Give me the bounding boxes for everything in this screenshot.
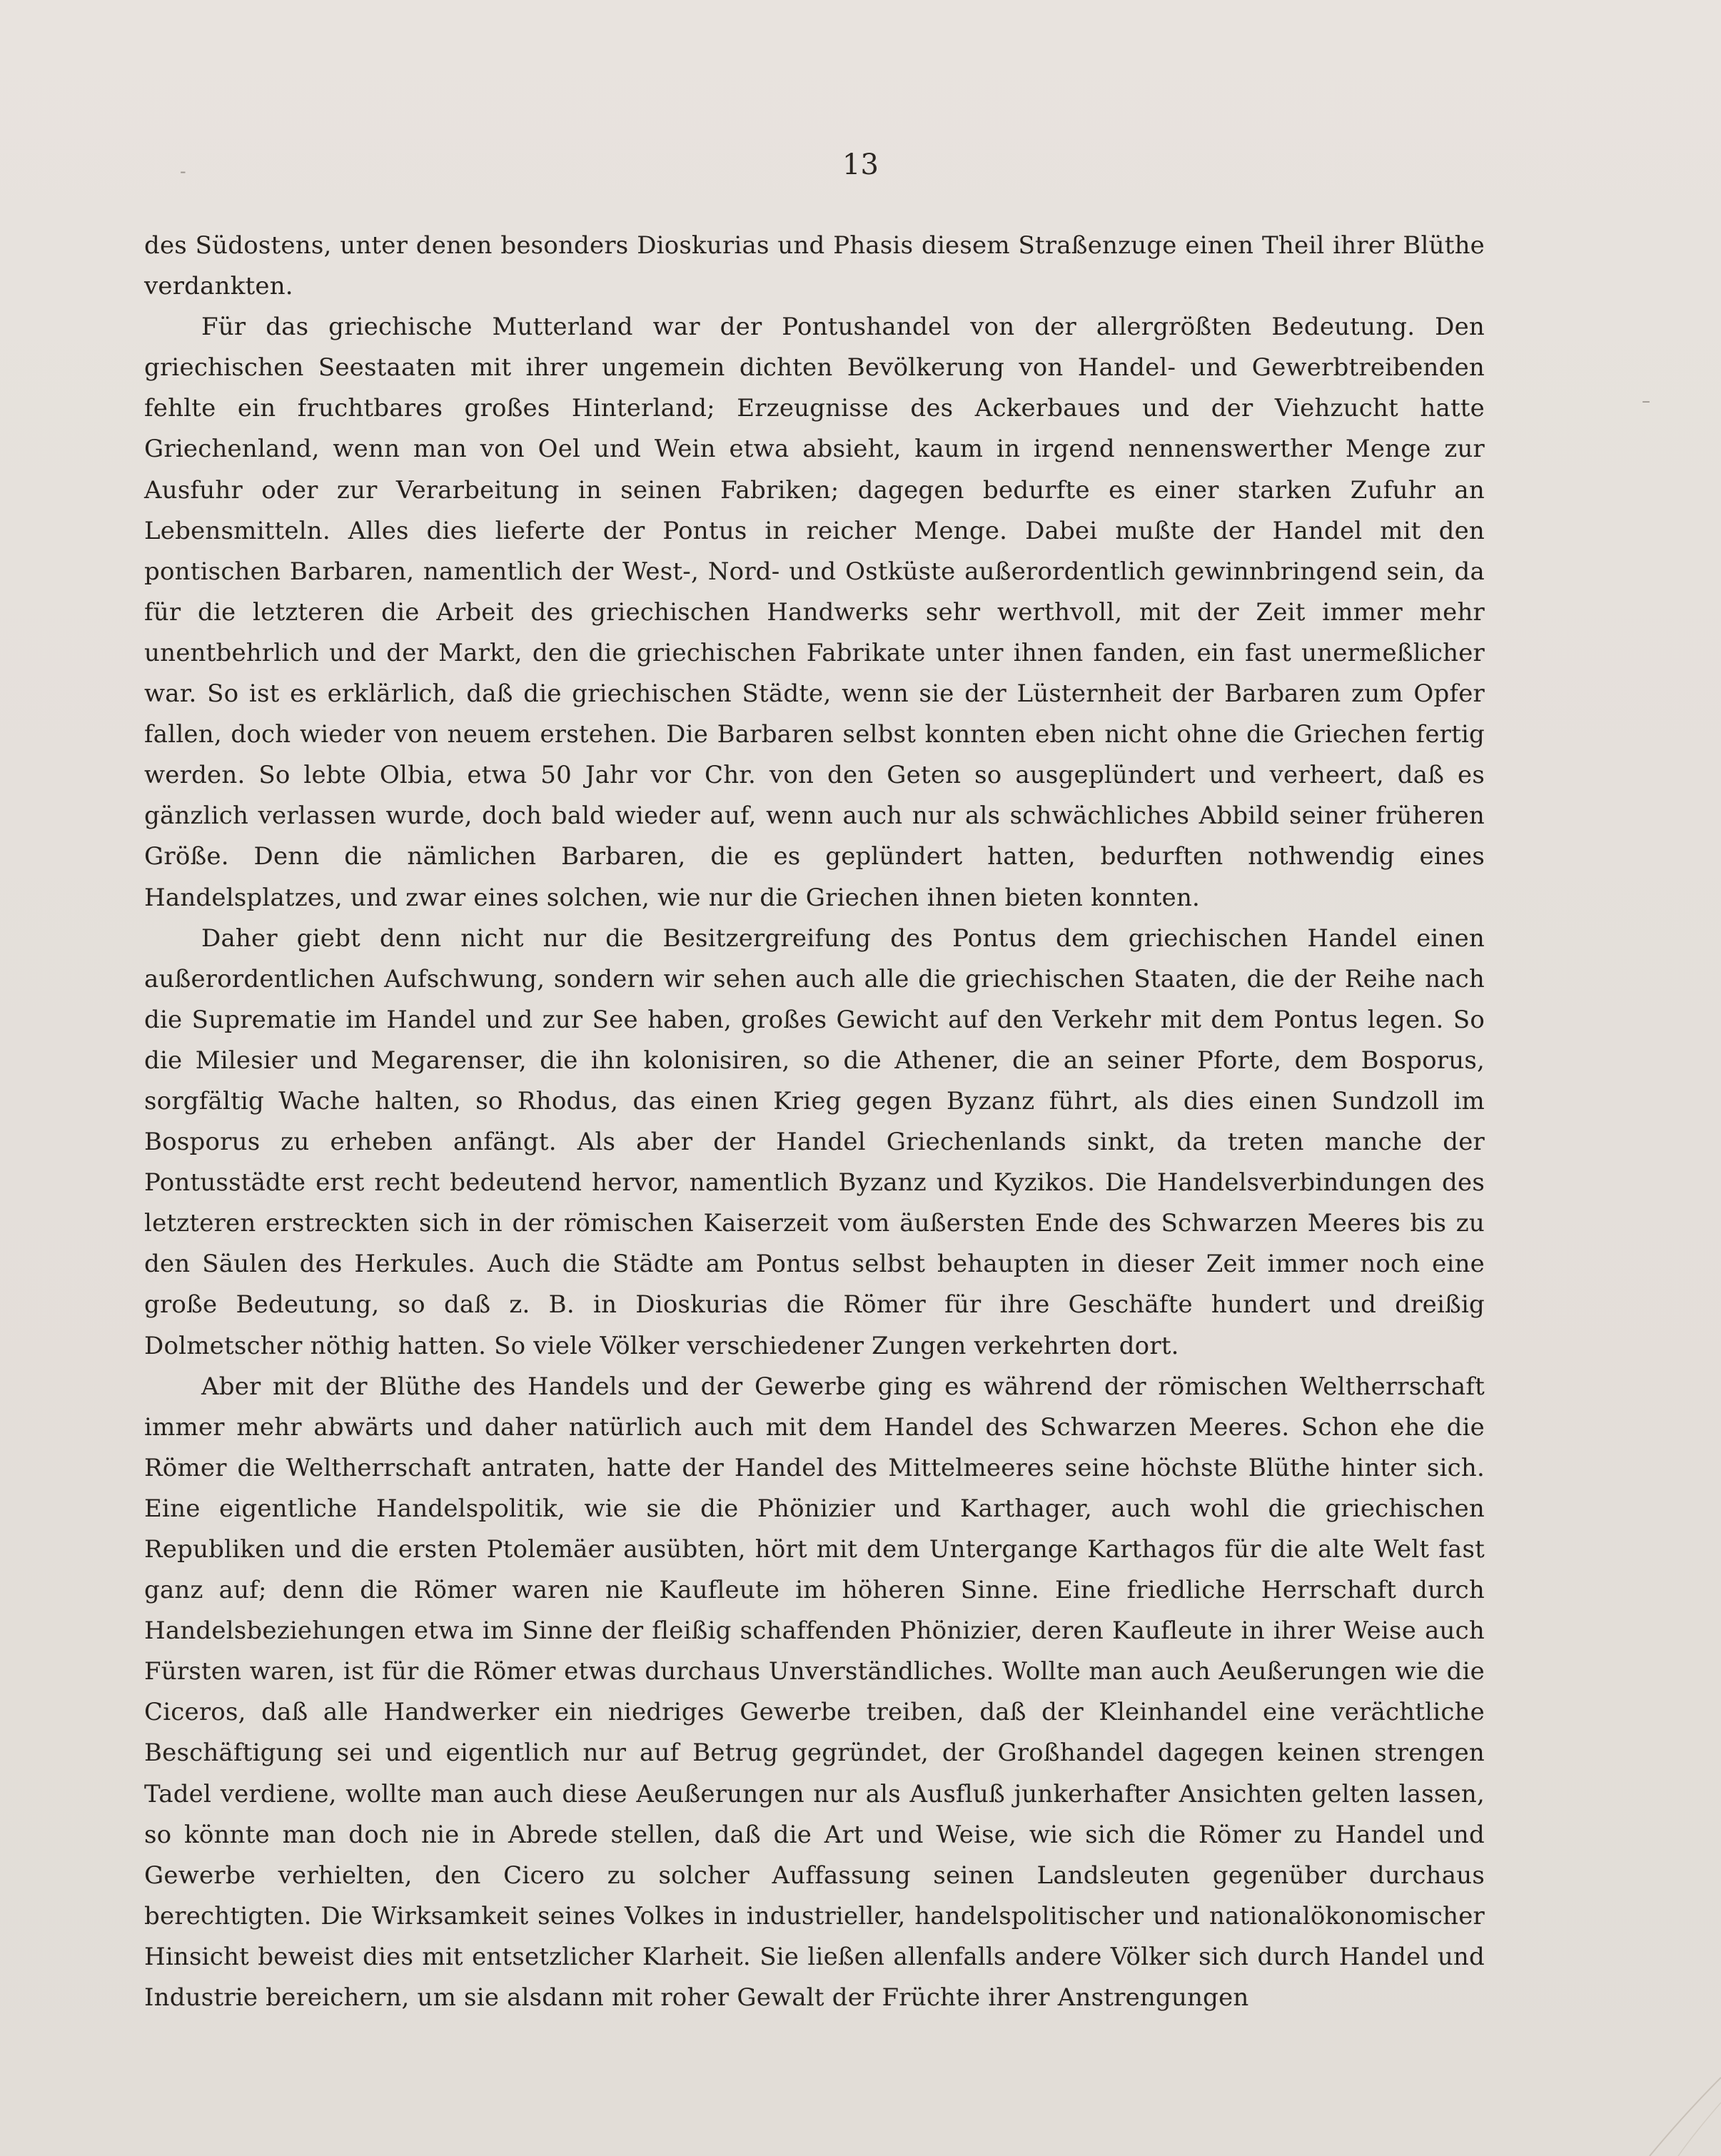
paragraph: Aber mit der Blüthe des Handels und der Gewerbe ging es während der römischen Weltherrschaft immer mehr abwärts und daher natürlich auch mit dem Handel des Schwarzen Meeres. Schon ehe die Römer die Weltherrschaft antraten, hatte der Handel des Mittelmeeres seine höchste Blüthe hinter sich. Eine eigentliche Handelspolitik, wie sie die Phönizier und Karthager, auch wohl die griechischen Republiken und die ersten Ptolemäer ausübten, hört mit dem Untergange Karthagos für die alte Welt fast ganz auf; denn die Römer waren nie Kaufleute im höheren Sinne. Eine friedliche Herrschaft durch Handelsbeziehungen etwa im Sinne der fleißig schaffenden Phönizier, deren Kaufleute in ihrer Weise auch Fürsten waren, ist für die Römer etwas durchaus Unverständliches. Wollte man auch Aeußerungen wie die Ciceros, daß alle Handwerker ein niedriges Gewerbe treiben, daß der Kleinhandel eine verächtliche Beschäftigung sei und eigentlich nur auf Betrug gegründet, der Großhandel dagegen keinen strengen Tadel verdiene, wollte man auch diese Aeußerungen nur als Ausfluß junkerhafter Ansichten gelten lassen, so könnte man doch nie in Abrede stellen, daß die Art und Weise, wie sich die Römer zu Handel und Gewerbe verhielten, den Cicero zu solcher Auffassung seinen Landsleuten gegenüber durchaus berechtigten. Die Wirksamkeit seines Volkes in industrieller, handelspolitischer und nationalökonomischer Hinsicht beweist dies mit entsetzlicher Klarheit. Sie ließen allenfalls andere Völker sich durch Handel und Industrie bereichern, um sie alsdann mit roher Gewalt der Früchte ihrer Anstrengungen [144,1372,1485,2013]
paragraph-continuation: des Südostens, unter denen besonders Dioskurias und Phasis diesem Straßenzuge einen Theil ihrer Blüthe verdankten. [144,231,1485,301]
page-corner-curl [1607,2063,1721,2156]
page-number: 13 [842,148,879,181]
margin-mark-right: – [1642,391,1650,411]
body-text [144,226,1485,2018]
paragraph: Für das griechische Mutterland war der Pontushandel von der allergrößten Bedeutung. Den griechischen Seestaaten mit ihrer ungemein dichten Bevölkerung von Handel- und Gewerbtreibenden fehlte ein fruchtbares großes Hinterland; Erzeugnisse des Ackerbaues und der Viehzucht hatte Griechenland, wenn man von Oel und Wein etwa absieht, kaum in irgend nennenswerther Menge zur Ausfuhr oder zur Verarbeitung in seinen Fabriken; dagegen bedurfte es einer starken Zufuhr an Lebensmitteln. Alles dies lieferte der Pontus in reicher Menge. Dabei mußte der Handel mit den pontischen Barbaren, namentlich der West-, Nord- und Ostküste außerordentlich gewinnbringend sein, da für die letzteren die Arbeit des griechischen Handwerks sehr werthvoll, mit der Zeit immer mehr unentbehrlich und der Markt, den die griechischen Fabrikate unter ihnen fanden, ein fast unermeßlicher war. So ist es erklärlich, daß die griechischen Städte, wenn sie der Lüsternheit der Barbaren zum Opfer fallen, doch wieder von neuem erstehen. Die Barbaren selbst konnten eben nicht ohne die Griechen fertig werden. So lebte Olbia, etwa 50 Jahr vor Chr. von den Geten so ausgeplündert und verheert, daß es gänzlich verlassen wurde, doch bald wieder auf, wenn auch nur als schwächliches Abbild seiner früheren Größe. Denn die nämlichen Barbaren, die es geplündert hatten, bedurften nothwendig eines Handelsplatzes, und zwar eines solchen, wie nur die Griechen ihnen bieten konnten. [144,313,1485,912]
margin-mark-left: - [180,161,186,181]
paragraph: Daher giebt denn nicht nur die Besitzergreifung des Pontus dem griechischen Handel einen außerordentlichen Aufschwung, sondern wir sehen auch alle die griechischen Staaten, die der Reihe nach die Suprematie im Handel und zur See haben, großes Gewicht auf den Verkehr mit dem Pontus legen. So die Milesier und Megarenser, die ihn kolonisiren, so die Athener, die an seiner Pforte, dem Bosporus, sorgfältig Wache halten, so Rhodus, das einen Krieg gegen Byzanz führt, als dies einen Sundzoll im Bosporus zu erheben anfängt. Als aber der Handel Griechenlands sinkt, da treten manche der Pontusstädte erst recht bedeutend hervor, namentlich Byzanz und Kyzikos. Die Handelsverbindungen des letzteren erstreckten sich in der römischen Kaiserzeit vom äußersten Ende des Schwarzen Meeres bis zu den Säulen des Herkules. Auch die Städte am Pontus selbst behaupten in dieser Zeit immer noch eine große Bedeutung, so daß z. B. in Dioskurias die Römer für ihre Geschäfte hundert und dreißig Dolmetscher nöthig hatten. So viele Völker verschiedener Zungen verkehrten dort. [144,923,1485,1360]
